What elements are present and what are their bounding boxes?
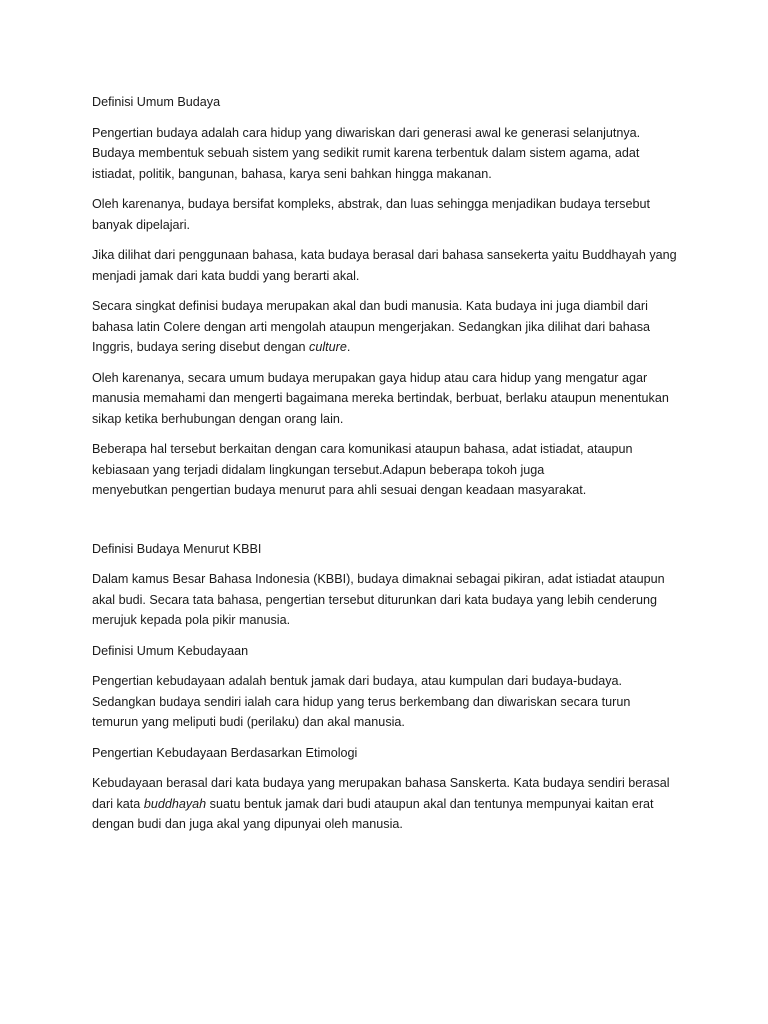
- text-line: Oleh karenanya, secara umum budaya merupakan gaya hidup atau cara hidup yang mengatur agar: [92, 370, 648, 385]
- text-run: suatu bentuk jamak dari budi ataupun akal dan tentunya mempunyai kaitan erat: [206, 796, 654, 811]
- text-line: Secara singkat definisi budaya merupakan akal dan budi manusia. Kata budaya ini juga diambil dari: [92, 299, 648, 313]
- paragraph: [92, 569, 692, 631]
- text-line: Pengertian budaya adalah cara hidup yang diwariskan dari generasi awal ke generasi selanjutnya.: [92, 125, 641, 140]
- text-line: [92, 794, 692, 815]
- text-line: temurun yang meliputi budi (perilaku) dan akal manusia.: [92, 715, 405, 729]
- text-run: .: [346, 340, 351, 354]
- text-line: banyak dipelajari.: [92, 217, 191, 232]
- text-line: Jika dilihat dari penggunaan bahasa, kata budaya berasal dari bahasa sansekerta yaitu Buddhayah yang: [92, 248, 677, 262]
- section-heading-kebudayaan-etimologi: Pengertian Kebudayaan Berdasarkan Etimologi: [92, 745, 358, 760]
- text-run: Inggris, budaya sering disebut dengan: [92, 340, 310, 354]
- paragraph: [92, 194, 692, 235]
- text-line: kebiasaan yang terjadi didalam lingkungan tersebut.Adapun beberapa tokoh juga: [92, 462, 545, 477]
- text-line: Kebudayaan berasal dari kata budaya yang merupakan bahasa Sanskerta. Kata budaya sendiri berasal: [92, 776, 670, 790]
- text-line: akal budi. Secara tata bahasa, pengertian tersebut diturunkan dari kata budaya yang lebih cenderung: [92, 592, 658, 607]
- paragraph: [92, 439, 692, 501]
- paragraph: [92, 296, 692, 358]
- text-line: Sedangkan budaya sendiri ialah cara hidup yang terus berkembang dan diwariskan secara turun: [92, 694, 631, 709]
- text-line: Budaya membentuk sebuah sistem yang sedikit rumit karena terbentuk dalam sistem agama, adat: [92, 146, 640, 160]
- paragraph: [92, 671, 692, 733]
- text-line: Dalam kamus Besar Bahasa Indonesia (KBBI), budaya dimaknai sebagai pikiran, adat istiadat ataupun: [92, 572, 665, 586]
- text-run: dari kata: [92, 796, 144, 811]
- section-heading-definisi-umum-kebudayaan: Definisi Umum Kebudayaan: [92, 643, 249, 658]
- section-heading-definisi-umum-budaya: Definisi Umum Budaya: [92, 95, 221, 109]
- section-heading-definisi-budaya-kbbi: Definisi Budaya Menurut KBBI: [92, 541, 262, 556]
- paragraph: [92, 245, 692, 286]
- text-line: sikap ketika berhubungan dengan orang lain.: [92, 411, 344, 426]
- text-line: Pengertian kebudayaan adalah bentuk jamak dari budaya, atau kumpulan dari budaya-budaya.: [92, 674, 623, 688]
- text-line: Beberapa hal tersebut berkaitan dengan cara komunikasi ataupun bahasa, adat istiadat, ataupun: [92, 442, 633, 456]
- text-line: dengan budi dan juga akal yang dipunyai oleh manusia.: [92, 817, 403, 831]
- text-line: manusia memahami dan mengerti bagaimana mereka bertindak, berbuat, berlaku ataupun menentukan: [92, 391, 669, 405]
- text-line: menjadi jamak dari kata buddi yang berarti akal.: [92, 268, 360, 283]
- paragraph: [92, 773, 692, 835]
- text-line: menyebutkan pengertian budaya menurut para ahli sesuai dengan keadaan masyarakat.: [92, 483, 587, 497]
- text-line: Oleh karenanya, budaya bersifat kompleks, abstrak, dan luas sehingga menjadikan budaya tersebut: [92, 197, 650, 211]
- text-line: merujuk kepada pola pikir manusia.: [92, 613, 291, 627]
- text-line: istiadat, politik, bangunan, bahasa, karya seni bahkan hingga makanan.: [92, 166, 492, 181]
- italic-term: buddhayah: [143, 796, 207, 811]
- paragraph: [92, 123, 692, 185]
- text-line: bahasa latin Colere dengan arti mengolah ataupun mengerjakan. Sedangkan jika dilihat dari bahasa: [92, 319, 651, 334]
- text-line: [92, 337, 692, 358]
- document-page: [92, 92, 692, 835]
- italic-term: culture: [309, 340, 347, 354]
- paragraph: [92, 368, 692, 430]
